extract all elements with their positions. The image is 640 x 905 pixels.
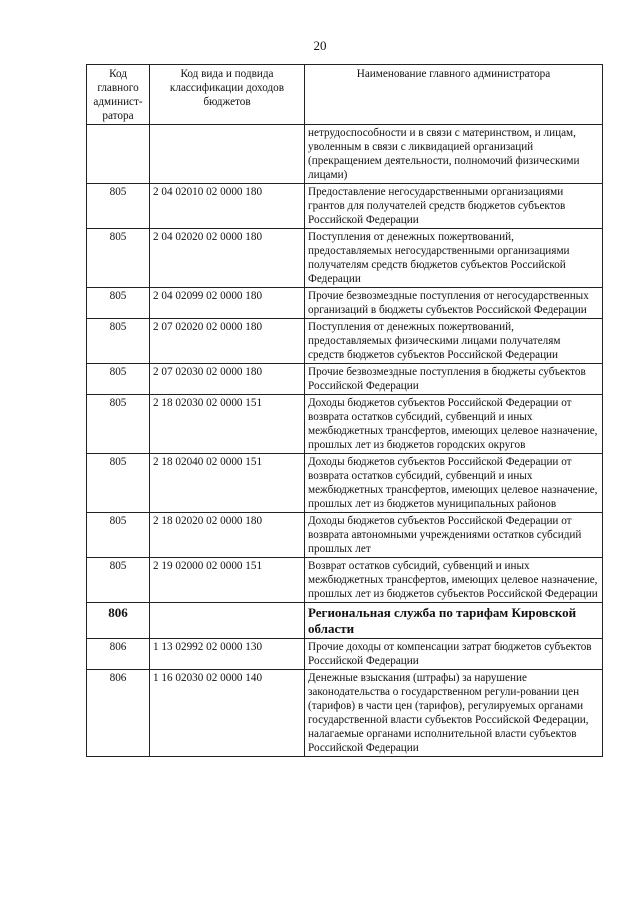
admin-name-cell: Предоставление негосударственными организациями грантов для получателей средств бюджетов субъектов Российской Федерации <box>305 184 603 229</box>
classification-code-cell <box>150 603 305 639</box>
admin-code-cell: 805 <box>87 395 150 454</box>
table-row <box>87 184 603 229</box>
admin-name-cell: Поступления от денежных пожертвований, предоставляемых негосударственными организациями получателям средств бюджетов субъектов Российской Федерации <box>305 229 603 288</box>
admin-name-cell: Региональная служба по тарифам Кировской области <box>305 603 603 639</box>
classification-code-cell: 2 18 02020 02 0000 180 <box>150 513 305 558</box>
table-row <box>87 639 603 670</box>
admin-code-cell: 806 <box>87 603 150 639</box>
classification-code-cell: 2 19 02000 02 0000 151 <box>150 558 305 603</box>
classification-code-cell: 2 04 02099 02 0000 180 <box>150 288 305 319</box>
admin-name-cell: Возврат остатков субсидий, субвенций и иных межбюджетных трансфертов, имеющих целевое назначение, прошлых лет из бюджетов субъектов Российской Федерации <box>305 558 603 603</box>
admin-code-cell: 805 <box>87 364 150 395</box>
classification-code-cell: 2 07 02030 02 0000 180 <box>150 364 305 395</box>
header-admin-code: Код главного админист-ратора <box>87 65 150 125</box>
table-row <box>87 125 603 184</box>
admin-code-cell <box>87 125 150 184</box>
table-row <box>87 395 603 454</box>
classification-code-cell <box>150 125 305 184</box>
table-row <box>87 364 603 395</box>
table-row <box>87 603 603 639</box>
classification-code-cell: 2 04 02020 02 0000 180 <box>150 229 305 288</box>
admin-name-cell: Денежные взыскания (штрафы) за нарушение законодательства о государственном регули-ровании цен (тарифов) в части цен (тарифов), регулируемых органами государственной власти субъектов Российской Федерации, налагаемые органами исполнительной власти субъектов Российской Федерации <box>305 670 603 757</box>
admin-code-cell: 805 <box>87 558 150 603</box>
header-admin-name: Наименование главного администратора <box>305 65 603 125</box>
admin-code-cell: 805 <box>87 184 150 229</box>
classification-code-cell: 1 13 02992 02 0000 130 <box>150 639 305 670</box>
admin-name-cell: Доходы бюджетов субъектов Российской Федерации от возврата автономными учреждениями остатков субсидий прошлых лет <box>305 513 603 558</box>
admin-code-cell: 805 <box>87 319 150 364</box>
table-row <box>87 454 603 513</box>
table-row <box>87 513 603 558</box>
admin-name-cell: Доходы бюджетов субъектов Российской Федерации от возврата остатков субсидий, субвенций и иных межбюджетных трансфертов, имеющих целевое назначение, прошлых лет из бюджетов муниципальных районов <box>305 454 603 513</box>
classification-code-cell: 2 07 02020 02 0000 180 <box>150 319 305 364</box>
admin-name-cell: Прочие безвозмездные поступления в бюджеты субъектов Российской Федерации <box>305 364 603 395</box>
table-row <box>87 670 603 757</box>
admin-name-cell: нетрудоспособности и в связи с материнством, и лицам, уволенным в связи с ликвидацией организаций (прекращением деятельности, полномочий физическими лицами) <box>305 125 603 184</box>
admin-code-cell: 806 <box>87 670 150 757</box>
admin-name-cell: Прочие доходы от компенсации затрат бюджетов субъектов Российской Федерации <box>305 639 603 670</box>
admin-name-cell: Доходы бюджетов субъектов Российской Федерации от возврата остатков субсидий, субвенций и иных межбюджетных трансфертов, имеющих целевое назначение, прошлых лет из бюджетов городских округов <box>305 395 603 454</box>
table-row <box>87 288 603 319</box>
classification-code-cell: 2 18 02030 02 0000 151 <box>150 395 305 454</box>
admin-code-cell: 805 <box>87 229 150 288</box>
table-row <box>87 558 603 603</box>
admin-name-cell: Прочие безвозмездные поступления от негосударственных организаций в бюджеты субъектов Российской Федерации <box>305 288 603 319</box>
admin-code-cell: 805 <box>87 454 150 513</box>
classification-code-cell: 1 16 02030 02 0000 140 <box>150 670 305 757</box>
admin-code-cell: 805 <box>87 513 150 558</box>
table-row <box>87 319 603 364</box>
admin-name-cell: Поступления от денежных пожертвований, предоставляемых физическими лицами получателям средств бюджетов субъектов Российской Федерации <box>305 319 603 364</box>
page-number: 20 <box>313 38 327 53</box>
header-classification-code: Код вида и подвида классификации доходов бюджетов <box>150 65 305 125</box>
admin-code-cell: 805 <box>87 288 150 319</box>
classification-code-cell: 2 18 02040 02 0000 151 <box>150 454 305 513</box>
admin-code-cell: 806 <box>87 639 150 670</box>
classification-code-cell: 2 04 02010 02 0000 180 <box>150 184 305 229</box>
revenue-administrators-table <box>86 64 603 757</box>
table-header-row <box>87 65 603 125</box>
table-row <box>87 229 603 288</box>
